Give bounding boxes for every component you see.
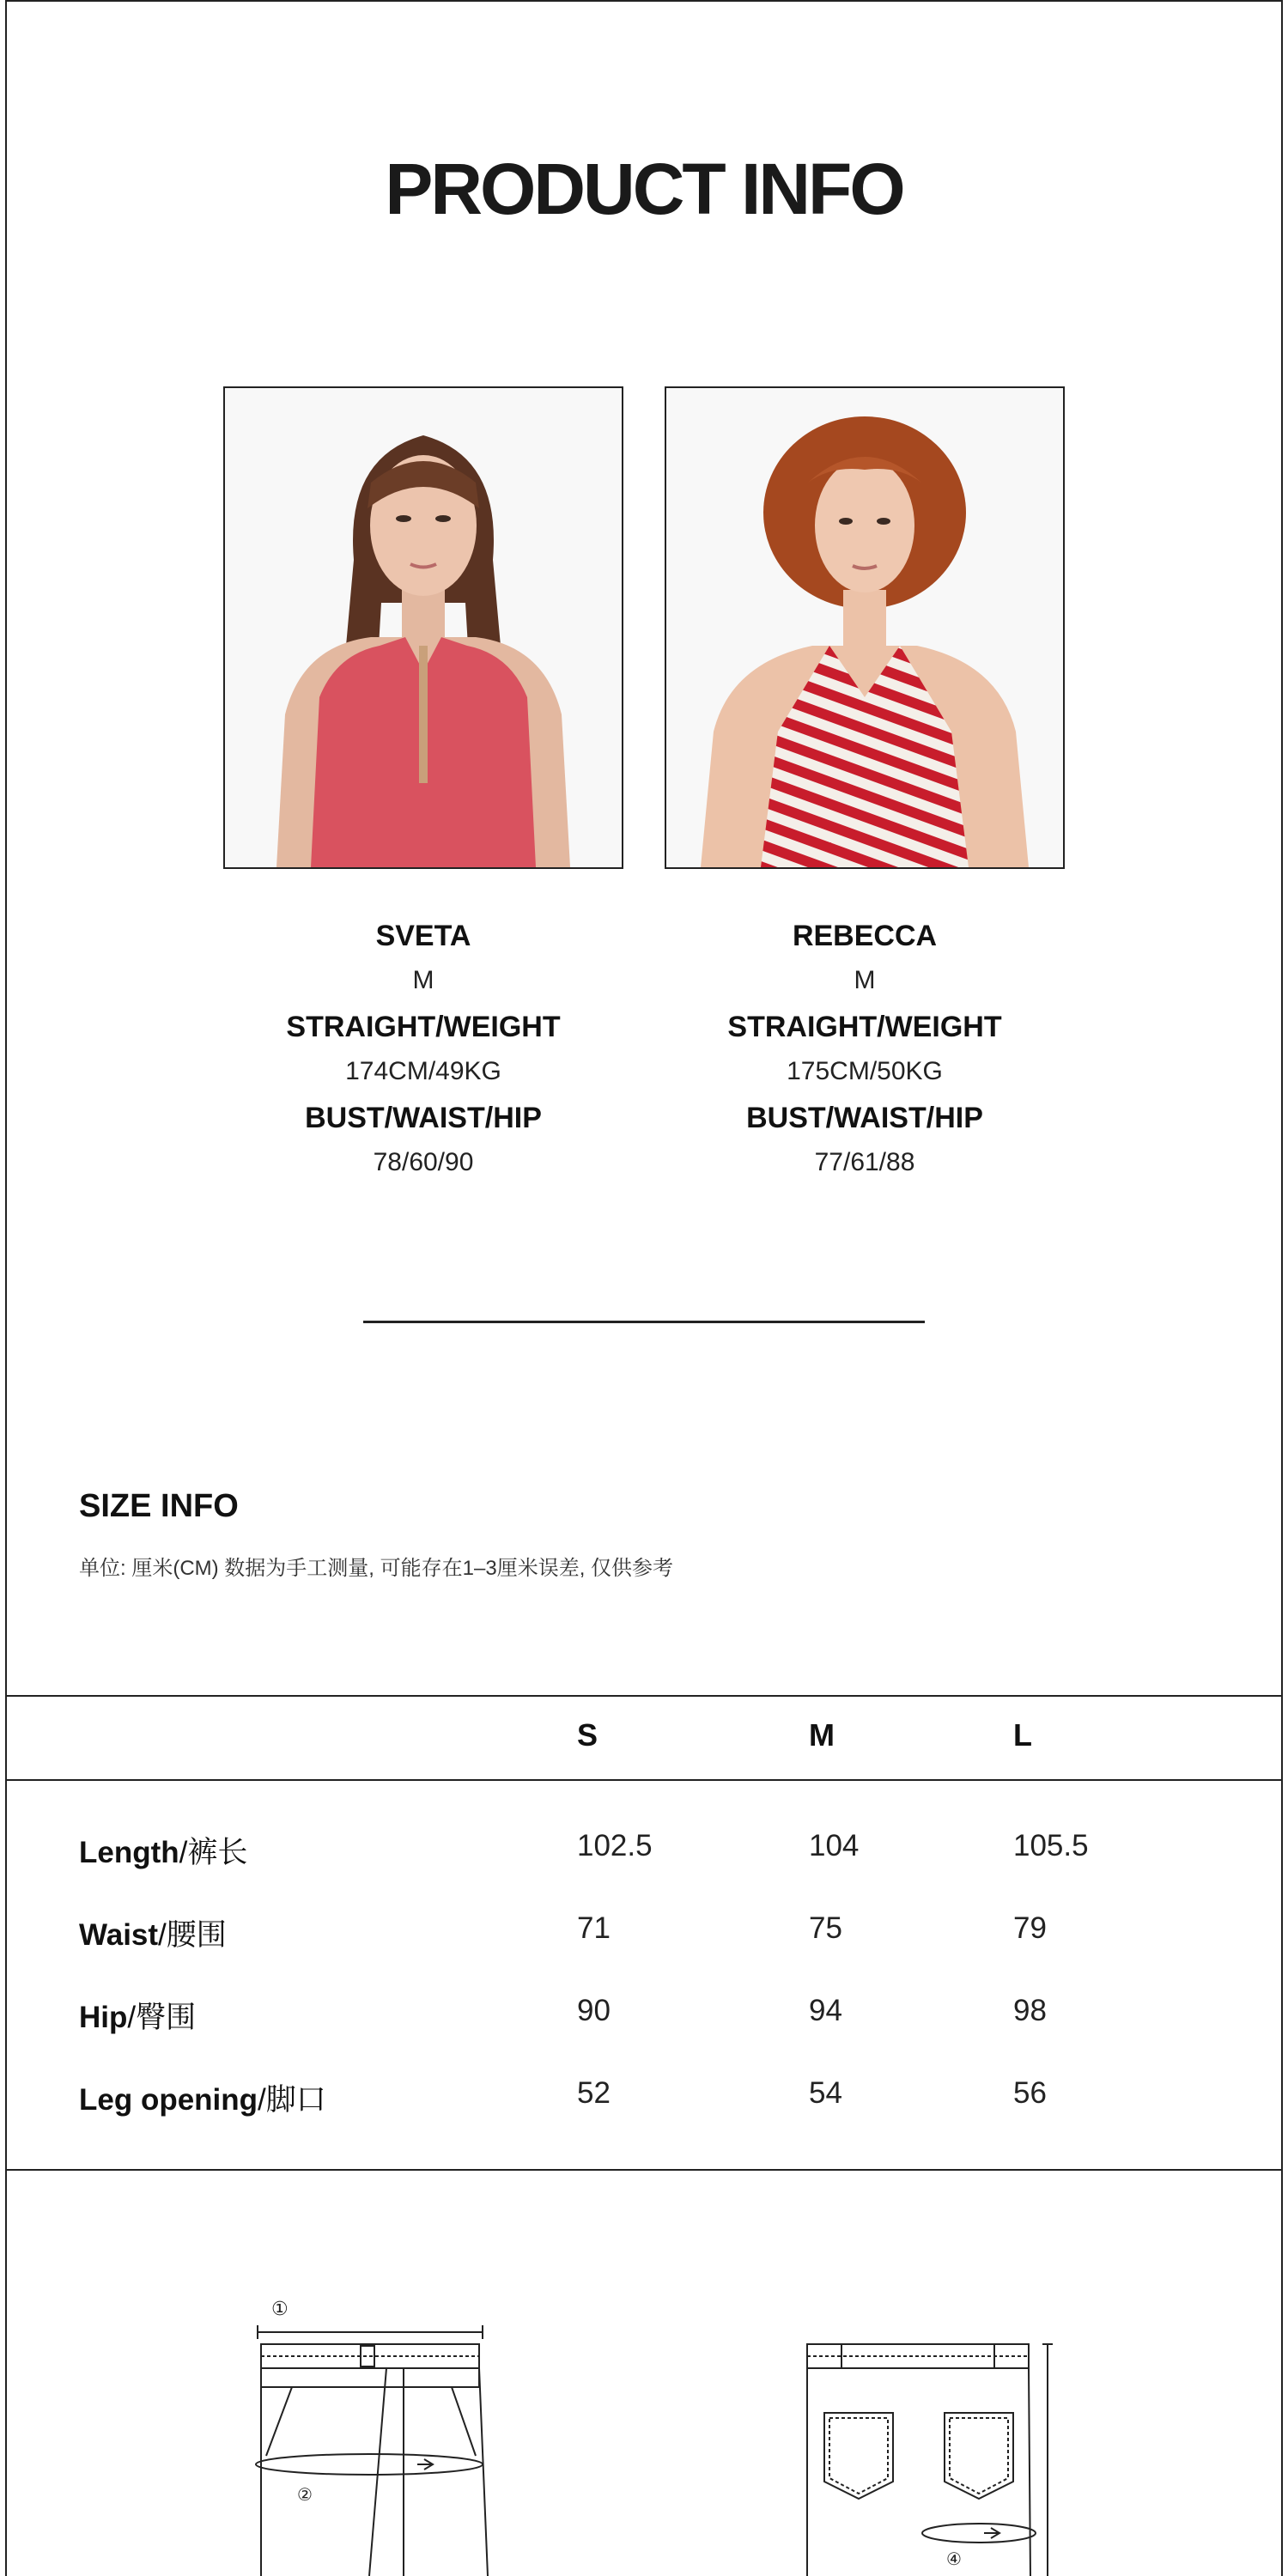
row-label-en: Hip xyxy=(79,2001,128,2034)
row-label xyxy=(79,1911,227,1954)
cell-s: 71 xyxy=(577,1911,611,1945)
cell-m: 104 xyxy=(809,1829,860,1862)
row-label-zh: /臀围 xyxy=(127,2001,197,2034)
table-row-hip xyxy=(0,1994,1288,2045)
table-row-waist xyxy=(0,1911,1288,1963)
cell-s: 90 xyxy=(577,1994,611,2027)
model-name: REBECCA xyxy=(792,920,938,952)
cell-m: 54 xyxy=(809,2076,842,2110)
marker-4: ④ xyxy=(946,2549,962,2569)
table-top-rule xyxy=(5,1695,1283,1697)
table-header-rule xyxy=(5,1779,1283,1781)
row-label xyxy=(79,1829,247,1872)
table-row-leg-opening xyxy=(0,2076,1288,2128)
size-info-note: 单位: 厘米(CM) 数据为手工测量, 可能存在1–3厘米误差, 仅供参考 xyxy=(79,1557,674,1580)
cell-m: 75 xyxy=(809,1911,842,1945)
size-header-s: S xyxy=(577,1717,598,1753)
page-title: PRODUCT INFO xyxy=(385,149,903,229)
cell-l: 79 xyxy=(1013,1911,1047,1945)
row-label-zh: /脚口 xyxy=(258,2083,326,2117)
row-label xyxy=(79,2076,326,2119)
measurements-value: 78/60/90 xyxy=(373,1148,474,1176)
cell-l: 105.5 xyxy=(1013,1829,1089,1862)
row-label xyxy=(79,1994,196,2037)
row-label-en: Leg opening xyxy=(79,2083,258,2117)
height-weight-value: 175CM/50KG xyxy=(787,1057,943,1085)
model-photo-sveta xyxy=(223,386,623,869)
pants-back-diagram xyxy=(773,2284,1065,2576)
marker-2: ② xyxy=(297,2484,313,2505)
marker-1: ① xyxy=(271,2299,289,2320)
frame-left-border xyxy=(5,0,7,2576)
size-info-title: SIZE INFO xyxy=(79,1488,239,1524)
frame-right-border xyxy=(1281,0,1283,2576)
measurements-value: 77/61/88 xyxy=(814,1148,915,1176)
row-label-en: Waist xyxy=(79,1918,159,1952)
model-name: SVETA xyxy=(375,920,471,952)
model-size: M xyxy=(412,966,434,994)
pants-front-diagram xyxy=(240,2284,515,2576)
model-photo-rebecca xyxy=(665,386,1065,869)
cell-m: 94 xyxy=(809,1994,842,2027)
cell-s: 52 xyxy=(577,2076,611,2110)
measurements-label: BUST/WAIST/HIP xyxy=(746,1102,983,1134)
frame-top-border xyxy=(5,0,1283,2)
section-divider xyxy=(363,1321,925,1323)
height-weight-value: 174CM/49KG xyxy=(345,1057,501,1085)
height-weight-label: STRAIGHT/WEIGHT xyxy=(727,1011,1002,1043)
cell-s: 102.5 xyxy=(577,1829,653,1862)
cell-l: 98 xyxy=(1013,1994,1047,2027)
model-info-sveta xyxy=(223,919,623,1192)
height-weight-label: STRAIGHT/WEIGHT xyxy=(286,1011,561,1043)
size-header-m: M xyxy=(809,1717,835,1753)
row-label-zh: /裤长 xyxy=(179,1836,248,1869)
model-size: M xyxy=(854,966,876,994)
row-label-zh: /腰围 xyxy=(158,1918,227,1952)
row-label-en: Length xyxy=(79,1836,179,1869)
size-header-l: L xyxy=(1013,1717,1032,1753)
measurements-label: BUST/WAIST/HIP xyxy=(305,1102,542,1134)
table-bottom-rule xyxy=(5,2169,1283,2171)
cell-l: 56 xyxy=(1013,2076,1047,2110)
table-row-length xyxy=(0,1829,1288,1880)
model-info-rebecca xyxy=(665,919,1065,1192)
